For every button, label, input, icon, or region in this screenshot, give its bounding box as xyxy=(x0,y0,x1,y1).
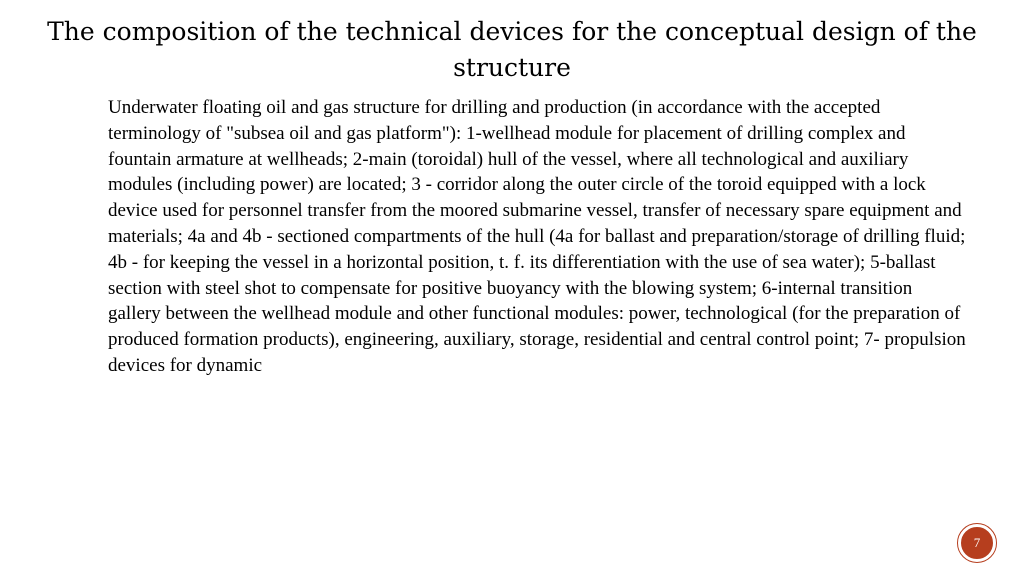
slide-title: The composition of the technical devices for the conceptual design of the structure xyxy=(47,17,977,82)
slide-number-badge: 7 xyxy=(958,524,996,562)
slide-body-text: Underwater floating oil and gas structure for drilling and production (in accordance with the accepted terminology of "subsea oil and gas platform"): 1-wellhead module for placement of drilling complex and fountain armature at wellheads; 2-main (toroidal) hull of the vessel, where all technological and auxiliary modules (including power) are located; 3 - corridor along the outer circle of the toroid equipped with a lock device used for personnel transfer from the moored submarine vessel, transfer of necessary spare equipment and materials; 4a and 4b - sectioned compartments of the hull (4a for ballast and preparation/storage of drilling fluid; 4b - for keeping the vessel in a horizontal position, t. f. its differentiation with the use of sea water); 5-ballast section with steel shot to compensate for positive buoyancy with the blowing system; 6-internal transition gallery between the wellhead module and other functional modules: power, technological (for the preparation of produced formation products), engineering, auxiliary, storage, residential and central control point; 7- propulsion devices for dynamic xyxy=(108,97,966,376)
